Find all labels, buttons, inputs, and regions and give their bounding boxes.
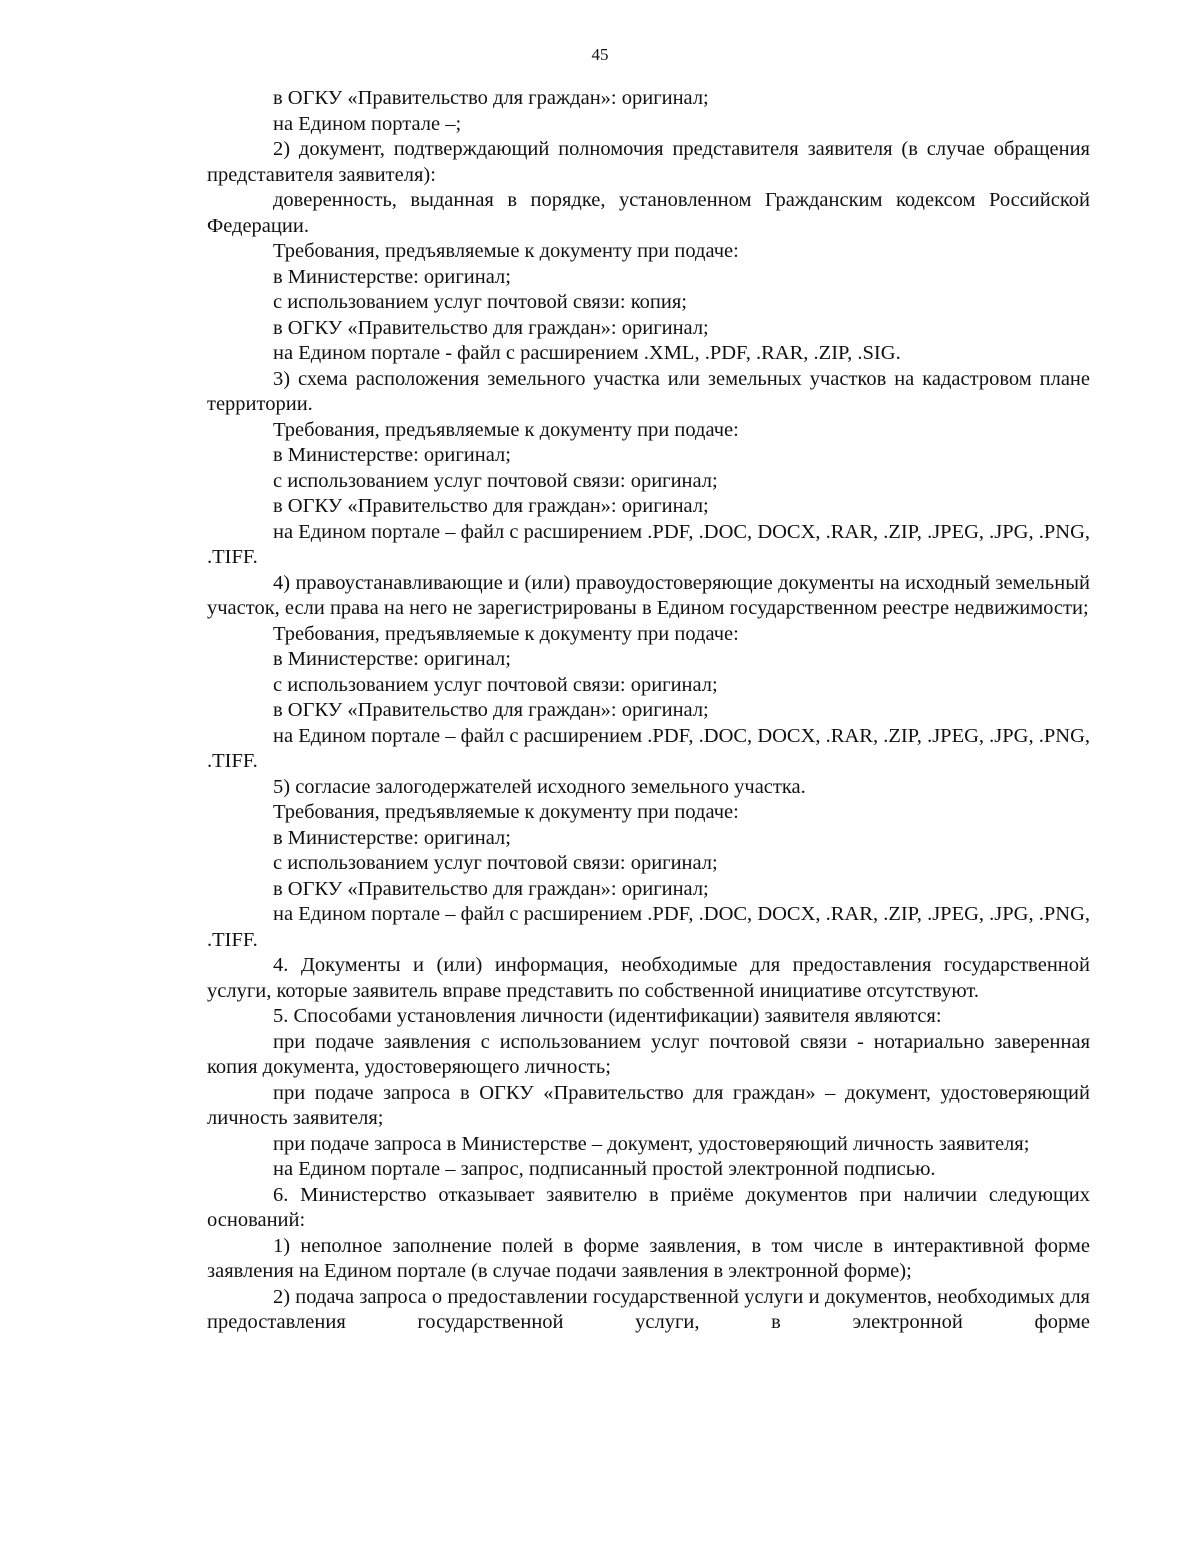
paragraph-7: с использованием услуг почтовой связи: копия; [273,291,687,313]
paragraph-17: Требования, предъявляемые к документу при подаче: [273,622,739,645]
paragraph-26: в ОГКУ «Правительство для граждан»: оригинал; [273,877,709,900]
paragraph-23: Требования, предъявляемые к документу при подаче: [273,801,739,823]
paragraph-4: доверенность, выданная в порядке, установленном Гражданским кодексом Российской Федерации. [207,189,1090,237]
paragraph-13: с использованием услуг почтовой связи: оригинал; [273,469,718,492]
paragraph-1: в ОГКУ «Правительство для граждан»: оригинал; [273,87,709,109]
paragraph-6: в Министерстве: оригинал; [273,265,511,288]
paragraph-14: в ОГКУ «Правительство для граждан»: оригинал; [273,495,709,517]
paragraph-24: в Министерстве: оригинал; [273,826,511,849]
paragraph-35: 1) неполное заполнение полей в форме заявления, в том числе в интерактивной форме заявления на Едином портале (в случае подачи заявления в электронной форме); [207,1234,1090,1282]
paragraph-11: Требования, предъявляемые к документу при подаче: [273,418,739,441]
paragraph-32: при подаче запроса в Министерстве – документ, удостоверяющий личность заявителя; [273,1132,1030,1155]
paragraph-15: на Едином портале – файл с расширением .PDF, .DOC, DOCX, .RAR, .ZIP, .JPEG, .JPG, .PNG, .TIFF. [207,520,1090,568]
paragraph-8: в ОГКУ «Правительство для граждан»: оригинал; [273,316,709,339]
paragraph-31: при подаче запроса в ОГКУ «Правительство для граждан» – документ, удостоверяющий личность заявителя; [207,1081,1090,1129]
document-body [207,86,1090,1336]
paragraph-18: в Министерстве: оригинал; [273,648,511,670]
paragraph-19: с использованием услуг почтовой связи: оригинал; [273,673,718,696]
paragraph-9: на Едином портале - файл с расширением .XML, .PDF, .RAR, .ZIP, .SIG. [273,342,901,364]
paragraph-22: 5) согласие залогодержателей исходного земельного участка. [273,775,806,798]
paragraph-2: на Едином портале –; [273,112,462,135]
paragraph-29: 5. Способами установления личности (идентификации) заявителя являются: [273,1005,942,1027]
paragraph-16: 4) правоустанавливающие и (или) правоудостоверяющие документы на исходный земельный участок, если права на него не зарегистрированы в Едином государственном реестре недвижимости; [207,571,1090,619]
paragraph-36: 2) подача запроса о предоставлении государственной услуги и документов, необходимых для предоставления государственной услуги, в электронной форме [207,1285,1090,1333]
paragraph-20: в ОГКУ «Правительство для граждан»: оригинал; [273,699,709,721]
paragraph-28: 4. Документы и (или) информация, необходимые для предоставления государственной услуги, которые заявитель вправе представить по собственной инициативе отсутствуют. [207,954,1090,1002]
paragraph-12: в Министерстве: оригинал; [273,444,511,466]
paragraph-34: 6. Министерство отказывает заявителю в приёме документов при наличии следующих оснований: [207,1183,1090,1231]
paragraph-33: на Едином портале – запрос, подписанный простой электронной подписью. [273,1158,936,1180]
page-number: 45 [591,45,609,64]
paragraph-27: на Едином портале – файл с расширением .PDF, .DOC, DOCX, .RAR, .ZIP, .JPEG, .JPG, .PNG, .TIFF. [207,903,1090,951]
paragraph-5: Требования, предъявляемые к документу при подаче: [273,240,739,262]
paragraph-21: на Едином портале – файл с расширением .PDF, .DOC, DOCX, .RAR, .ZIP, .JPEG, .JPG, .PNG, .TIFF. [207,724,1090,772]
paragraph-10: 3) схема расположения земельного участка или земельных участков на кадастровом плане территории. [207,367,1090,415]
paragraph-25: с использованием услуг почтовой связи: оригинал; [273,852,718,874]
paragraph-3: 2) документ, подтверждающий полномочия представителя заявителя (в случае обращения представителя заявителя): [207,138,1090,186]
paragraph-30: при подаче заявления с использованием услуг почтовой связи - нотариально заверенная копия документа, удостоверяющего личность; [207,1030,1090,1078]
